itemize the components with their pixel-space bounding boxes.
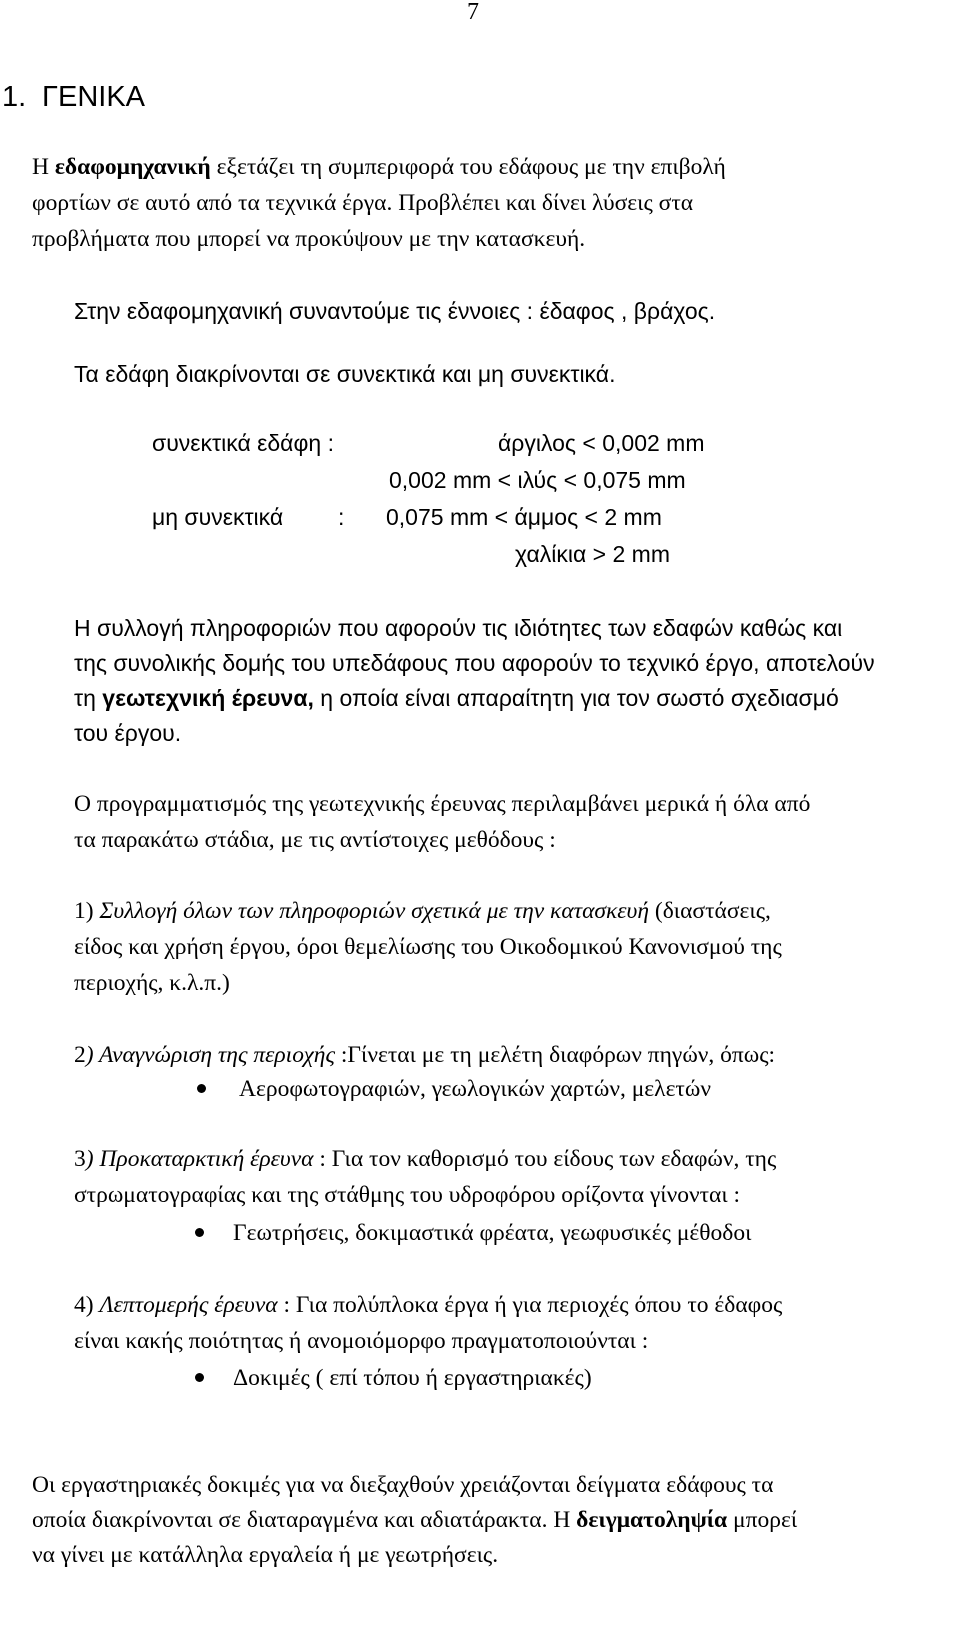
program-line-1: Ο προγραμματισμός της γεωτεχνικής έρευνας περιλαμβάνει μερικά ή όλα από — [74, 791, 811, 817]
page-number: 7 — [467, 0, 479, 25]
text: η οποία είναι απαραίτητη για τον σωστό σχεδιασμό — [313, 685, 839, 711]
text: :Γίνεται με τη μελέτη διαφόρων πηγών, όπως: — [335, 1042, 776, 1068]
stage-title: ) Προκαταρκτική έρευνα — [85, 1146, 314, 1172]
stage-title: ) Αναγνώριση της περιοχής — [85, 1042, 336, 1068]
program-line-2: τα παρακάτω στάδια, με τις αντίστοιχες μεθόδους : — [74, 827, 556, 853]
text: Η — [32, 154, 55, 180]
bold-term: δειγματοληψία — [576, 1507, 728, 1533]
stage-2-bullet: Αεροφωτογραφιών, γεωλογικών χαρτών, μελετών — [239, 1076, 711, 1102]
stage-3-bullet: Γεωτρήσεις, δοκιμαστικά φρέατα, γεωφυσικές μέθοδοι — [233, 1220, 752, 1246]
bold-term: εδαφομηχανική — [54, 154, 211, 180]
section-title: ΓΕΝΙΚΑ — [42, 81, 146, 113]
bullet-icon — [197, 1084, 206, 1093]
stage-4-line-1 — [74, 1287, 782, 1323]
stage-3-line-1 — [74, 1141, 776, 1177]
stage-1-line-2: είδος και χρήση έργου, όροι θεμελίωσης του Οικοδομικού Κανονισμού της — [74, 934, 782, 960]
text: : Για πολύπλοκα έργα ή για περιοχές όπου το έδαφος — [277, 1292, 783, 1318]
lab-line-3: να γίνει με κατάλληλα εργαλεία ή με γεωτρήσεις. — [32, 1542, 499, 1568]
noncohesive-label: μη συνεκτικά — [152, 504, 284, 530]
sand-range: 0,075 mm < άμμος < 2 mm — [386, 504, 662, 530]
gravel-range: χαλίκια > 2 mm — [515, 541, 670, 567]
stage-4-line-2: είναι κακής ποιότητας ή ανομοιόμορφο πραγματοποιούνται : — [74, 1328, 649, 1354]
section-heading — [2, 79, 145, 115]
stage-number: 1) — [74, 898, 100, 924]
stage-title: Συλλογή όλων των πληροφοριών σχετικά με την κατασκευή — [99, 898, 649, 924]
survey-line-4: του έργου. — [74, 720, 182, 746]
stage-3-line-2: στρωματογραφίας και της στάθμης του υδροφόρου ορίζοντα γίνονται : — [74, 1182, 741, 1208]
text: (διαστάσεις, — [649, 898, 771, 924]
stage-2-line-1 — [74, 1037, 775, 1073]
text: μπορεί — [727, 1507, 798, 1533]
text: : Για τον καθορισμό του είδους των εδαφών, της — [313, 1146, 777, 1172]
stage-4-bullet: Δοκιμές ( επί τόπου ή εργαστηριακές) — [233, 1365, 592, 1391]
intro-line-1 — [32, 149, 726, 185]
intro-line-3: προβλήματα που μπορεί να προκύψουν με την κατασκευή. — [32, 226, 586, 252]
stage-number: 4) — [74, 1292, 100, 1318]
silt-range: 0,002 mm < ιλύς < 0,075 mm — [389, 467, 686, 493]
clay-range: άργιλος < 0,002 mm — [498, 430, 705, 456]
soil-types-line: Τα εδάφη διακρίνονται σε συνεκτικά και μη συνεκτικά. — [74, 361, 616, 387]
survey-line-1: Η συλλογή πληροφοριών που αφορούν τις ιδιότητες των εδαφών καθώς και — [74, 615, 843, 641]
lab-line-2 — [32, 1502, 797, 1538]
text: οποία διακρίνονται σε διαταραγμένα και αδιατάρακτα. Η — [32, 1507, 577, 1533]
bullet-icon — [195, 1228, 204, 1237]
stage-number: 2 — [74, 1042, 86, 1068]
survey-line-3 — [74, 680, 839, 716]
text: τη — [74, 685, 103, 711]
concepts-line: Στην εδαφομηχανική συναντούμε τις έννοιες : έδαφος , βράχος. — [74, 298, 716, 324]
intro-line-2: φορτίων σε αυτό από τα τεχνικά έργα. Προβλέπει και δίνει λύσεις στα — [32, 190, 694, 216]
lab-line-1: Οι εργαστηριακές δοκιμές για να διεξαχθούν χρειάζονται δείγματα εδάφους τα — [32, 1472, 774, 1498]
bullet-icon — [195, 1373, 204, 1382]
section-number: 1. — [2, 81, 27, 113]
stage-1-line-1 — [74, 893, 771, 929]
text: εξετάζει τη συμπεριφορά του εδάφους με την επιβολή — [210, 154, 726, 180]
stage-number: 3 — [74, 1146, 86, 1172]
survey-line-2: της συνολικής δομής του υπεδάφους που αφορούν το τεχνικό έργο, αποτελούν — [74, 650, 875, 676]
stage-title: Λεπτομερής έρευνα — [99, 1292, 278, 1318]
bold-term: γεωτεχνική έρευνα, — [102, 685, 314, 711]
noncohesive-colon: : — [338, 504, 345, 530]
cohesive-label: συνεκτικά εδάφη : — [152, 430, 334, 456]
stage-1-line-3: περιοχής, κ.λ.π.) — [74, 970, 230, 996]
